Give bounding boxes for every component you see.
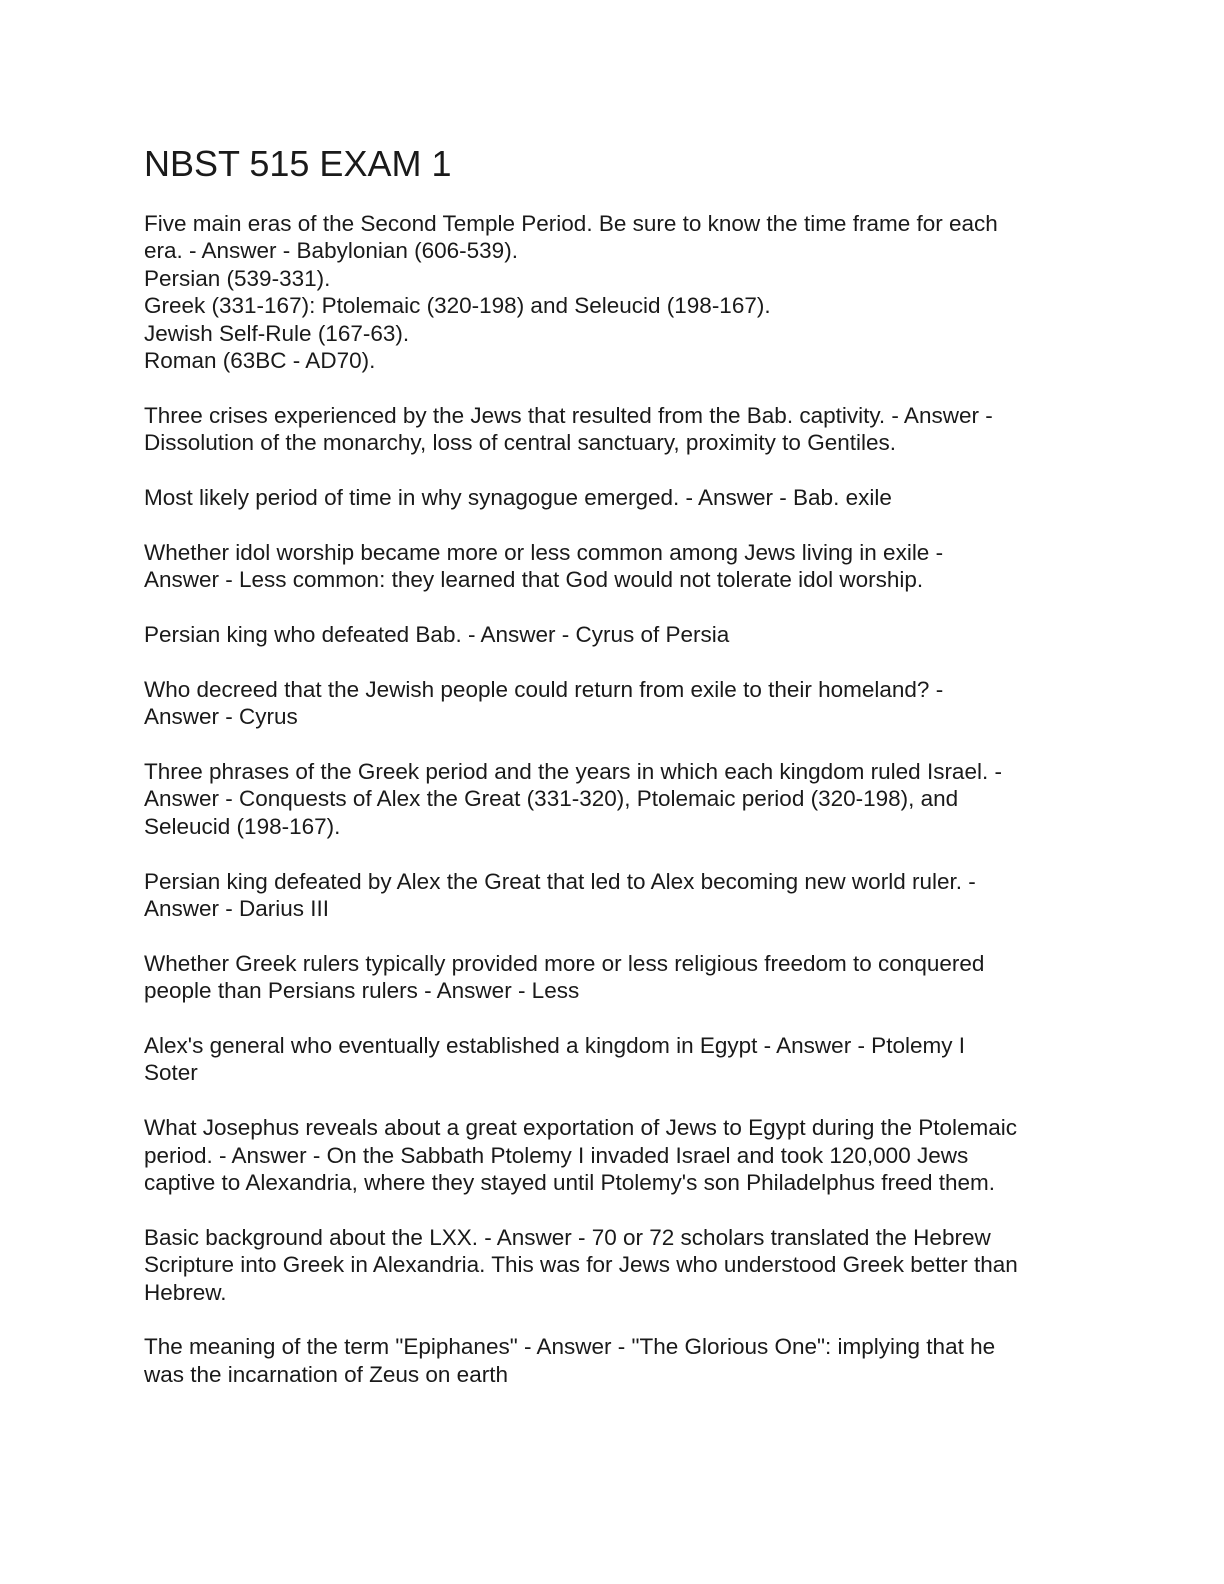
- qa-line: Answer - Conquests of Alex the Great (331-320), Ptolemaic period (320-198), and: [144, 786, 959, 812]
- qa-line: Persian king defeated by Alex the Great that led to Alex becoming new world ruler. -: [144, 868, 976, 894]
- qa-line: Whether Greek rulers typically provided more or less religious freedom to conquered: [144, 950, 985, 976]
- qa-item: [144, 1114, 1080, 1196]
- qa-line: Answer - Darius III: [144, 896, 330, 922]
- qa-line: Five main eras of the Second Temple Period. Be sure to know the time frame for each: [144, 211, 998, 236]
- qa-item: [144, 758, 1080, 840]
- qa-line: Three crises experienced by the Jews that resulted from the Bab. captivity. - Answer -: [144, 402, 993, 428]
- qa-item: [144, 1224, 1080, 1306]
- qa-line: captive to Alexandria, where they stayed until Ptolemy's son Philadelphus freed them.: [144, 1170, 996, 1196]
- qa-line: Answer - Cyrus: [144, 704, 298, 730]
- qa-line: Whether idol worship became more or less common among Jews living in exile -: [144, 539, 944, 565]
- qa-item: [144, 1032, 1080, 1087]
- qa-line: Who decreed that the Jewish people could return from exile to their homeland? -: [144, 676, 944, 702]
- qa-item: [144, 621, 1080, 648]
- qa-line: Seleucid (198-167).: [144, 813, 341, 839]
- qa-item: [144, 539, 1080, 594]
- qa-item: [144, 676, 1080, 731]
- qa-line: Persian king who defeated Bab. - Answer - Cyrus of Persia: [144, 622, 730, 648]
- qa-item: [144, 1333, 1080, 1388]
- qa-line: Dissolution of the monarchy, loss of central sanctuary, proximity to Gentiles.: [144, 430, 896, 456]
- qa-item: [144, 950, 1080, 1005]
- qa-line: Alex's general who eventually established a kingdom in Egypt - Answer - Ptolemy I: [144, 1033, 965, 1059]
- qa-item: [144, 402, 1080, 457]
- qa-line: Most likely period of time in why synagogue emerged. - Answer - Bab. exile: [144, 485, 892, 511]
- qa-line: Hebrew.: [144, 1279, 227, 1305]
- qa-line: Roman (63BC - AD70).: [144, 348, 376, 374]
- qa-line: Basic background about the LXX. - Answer - 70 or 72 scholars translated the Hebrew: [144, 1224, 991, 1250]
- qa-line: Soter: [144, 1060, 198, 1086]
- qa-line: period. - Answer - On the Sabbath Ptolemy I invaded Israel and took 120,000 Jews: [144, 1142, 969, 1168]
- page-title: NBST 515 EXAM 1: [144, 143, 452, 184]
- qa-line: Scripture into Greek in Alexandria. This was for Jews who understood Greek better than: [144, 1252, 1018, 1278]
- qa-line: Answer - Less common: they learned that God would not tolerate idol worship.: [144, 567, 924, 593]
- document-content: [144, 140, 1080, 1416]
- qa-list: [144, 210, 1080, 1388]
- qa-line: Persian (539-331).: [144, 265, 331, 291]
- qa-line: people than Persians rulers - Answer - Less: [144, 978, 580, 1004]
- qa-item: [144, 484, 1080, 511]
- qa-line: What Josephus reveals about a great exportation of Jews to Egypt during the Ptolemaic: [144, 1115, 1017, 1141]
- qa-line: was the incarnation of Zeus on earth: [144, 1361, 508, 1387]
- qa-item: [144, 210, 1080, 374]
- qa-line: Greek (331-167): Ptolemaic (320-198) and Seleucid (198-167).: [144, 293, 771, 319]
- qa-line: The meaning of the term "Epiphanes" - Answer - "The Glorious One": implying that he: [144, 1334, 996, 1360]
- qa-line: Jewish Self-Rule (167-63).: [144, 320, 410, 346]
- qa-item: [144, 868, 1080, 923]
- qa-line: era. - Answer - Babylonian (606-539).: [144, 238, 518, 264]
- qa-line: Three phrases of the Greek period and the years in which each kingdom ruled Israel. -: [144, 759, 1002, 785]
